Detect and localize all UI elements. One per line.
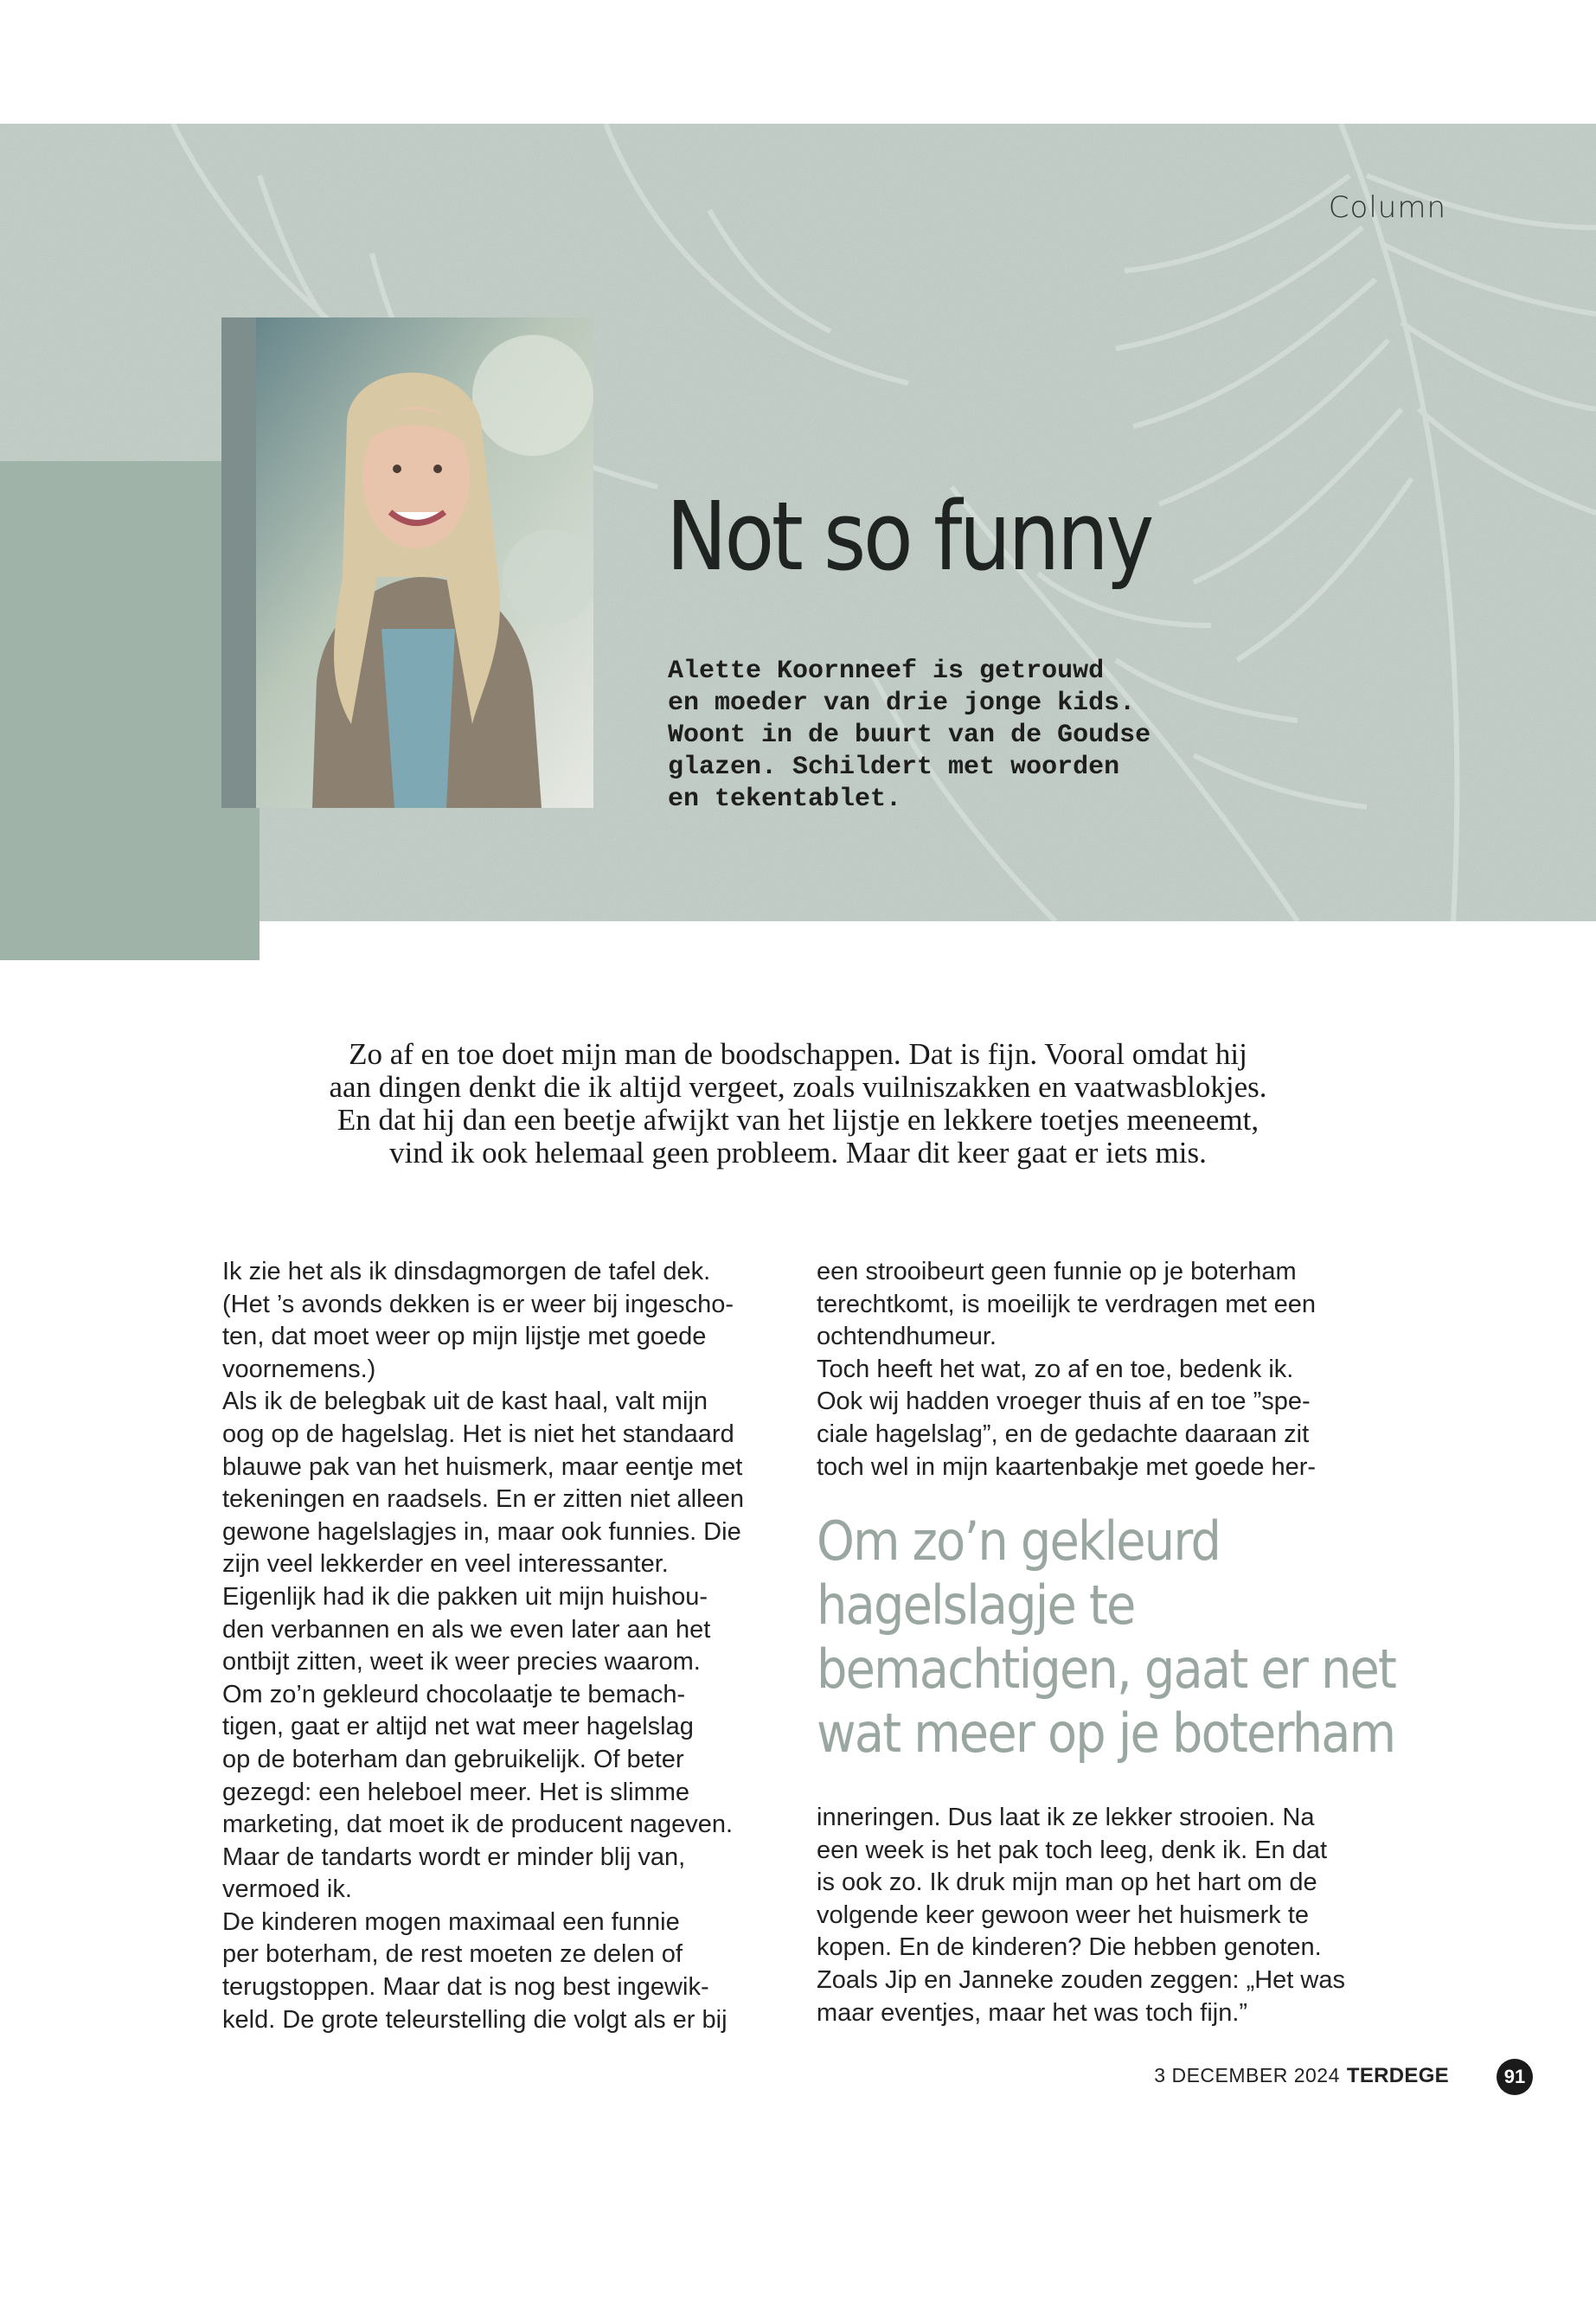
bio-line: en moeder van drie jonge kids. <box>668 689 1136 718</box>
body-line: terugstoppen. Maar dat is nog best ingewik- <box>222 1973 709 2002</box>
body-line: Eigenlijk had ik die pakken uit mijn huishou- <box>222 1582 708 1611</box>
intro-line: En dat hij dan een beetje afwijkt van het lijstje en lekkere toetjes meeneemt, <box>337 1103 1259 1137</box>
body-line: keld. De grote teleurstelling die volgt als er bij <box>222 2005 727 2034</box>
body-line: een strooibeurt geen funnie op je boterham <box>817 1258 1297 1285</box>
author-bio <box>668 656 1239 816</box>
body-line: ochtendhumeur. <box>817 1323 997 1351</box>
body-line: terechtkomt, is moeilijk te verdragen met een <box>817 1290 1317 1318</box>
body-line: volgende keer gewoon weer het huismerk te <box>817 1900 1310 1929</box>
body-line: blauwe pak van het huismerk, maar eentje met <box>222 1452 743 1481</box>
quote-line: wat meer op je boterham <box>817 1702 1395 1765</box>
body-line: voornemens.) <box>222 1355 376 1383</box>
body-line: per boterham, de rest moeten ze delen of <box>222 1940 683 1969</box>
body-line: (Het ’s avonds dekken is er weer bij ingescho- <box>222 1290 734 1318</box>
section-label: Column <box>1328 190 1446 225</box>
body-line: gezegd: een heleboel meer. Het is slimme <box>222 1778 690 1806</box>
bio-line: en tekentablet. <box>668 785 902 814</box>
body-line: tekeningen en raadsels. En er zitten niet alleen <box>222 1485 744 1514</box>
intro-line: aan dingen denkt die ik altijd vergeet, zoals vuilniszakken en vaatwasblokjes. <box>329 1070 1267 1104</box>
bio-line: Alette Koornneef is getrouwd <box>668 657 1105 686</box>
body-line: Toch heeft het wat, zo af en toe, bedenk ik. <box>817 1355 1294 1383</box>
body-line: den verbannen en als we even later aan het <box>222 1615 711 1644</box>
body-line: een week is het pak toch leeg, denk ik. En dat <box>817 1836 1328 1864</box>
page-footer <box>1038 2064 1449 2088</box>
magazine-brand: TERDEGE <box>1346 2064 1449 2087</box>
intro-line: vind ik ook helemaal geen probleem. Maar dit keer gaat er iets mis. <box>389 1136 1207 1170</box>
bio-line: Woont in de buurt van de Goudse <box>668 721 1151 750</box>
bio-line: glazen. Schildert met woorden <box>668 753 1120 782</box>
body-line: Ik zie het als ik dinsdagmorgen de tafel dek. <box>222 1258 711 1285</box>
body-line: kopen. En de kinderen? Die hebben genoten. <box>817 1933 1322 1962</box>
body-line: gewone hagelslagjes in, maar ook funnies. Die <box>222 1517 741 1546</box>
intro-paragraph <box>199 1038 1397 1170</box>
body-line: ontbijt zitten, weet ik weer precies waarom. <box>222 1648 701 1676</box>
quote-line: hagelslagje te <box>817 1574 1135 1637</box>
body-column-right-top <box>817 1256 1388 1484</box>
body-line: Om zo’n gekleurd chocolaatje te bemach- <box>222 1680 686 1708</box>
body-line: vermoed ik. <box>222 1875 352 1904</box>
body-line: tigen, gaat er altijd net wat meer hagelslag <box>222 1713 694 1741</box>
accent-block <box>0 461 260 960</box>
body-line: Als ik de belegbak uit de kast haal, valt mijn <box>222 1388 708 1416</box>
body-line: oog op de hagelslag. Het is niet het standaard <box>222 1420 734 1448</box>
pull-quote <box>817 1509 1439 1766</box>
body-line: Maar de tandarts wordt er minder blij van, <box>222 1843 686 1871</box>
body-line: ten, dat moet weer op mijn lijstje met goede <box>222 1323 707 1351</box>
body-line: op de boterham dan gebruikelijk. Of beter <box>222 1745 684 1773</box>
author-photo <box>221 317 593 808</box>
quote-line: Om zo’n gekleurd <box>817 1509 1221 1573</box>
body-line: inneringen. Dus laat ik ze lekker strooien. Na <box>817 1804 1315 1831</box>
body-line: Zoals Jip en Janneke zouden zeggen: „Het was <box>817 1965 1345 1994</box>
body-line: maar eventjes, maar het was toch fijn.” <box>817 1998 1248 2027</box>
body-line: Ook wij hadden vroeger thuis af en toe ”spe- <box>817 1388 1311 1416</box>
page-number: 91 <box>1497 2059 1533 2095</box>
intro-line: Zo af en toe doet mijn man de boodschappen. Dat is fijn. Vooral omdat hij <box>349 1037 1247 1071</box>
body-line: De kinderen mogen maximaal een funnie <box>222 1907 680 1936</box>
article-title: Not so funny <box>666 481 1151 592</box>
body-line: ciale hagelslag”, en de gedachte daaraan zit <box>817 1420 1310 1448</box>
quote-line: bemachtigen, gaat er net <box>817 1638 1396 1701</box>
body-line: marketing, dat moet ik de producent nageven. <box>222 1811 734 1839</box>
body-line: toch wel in mijn kaartenbakje met goede her- <box>817 1452 1317 1481</box>
body-column-right-bottom <box>817 1802 1388 2029</box>
body-line: zijn veel lekkerder en veel interessanter. <box>222 1550 669 1579</box>
issue-date: 3 DECEMBER 2024 <box>1154 2064 1340 2086</box>
body-line: is ook zo. Ik druk mijn man op het hart om de <box>817 1868 1317 1897</box>
body-column-left <box>222 1256 793 2036</box>
